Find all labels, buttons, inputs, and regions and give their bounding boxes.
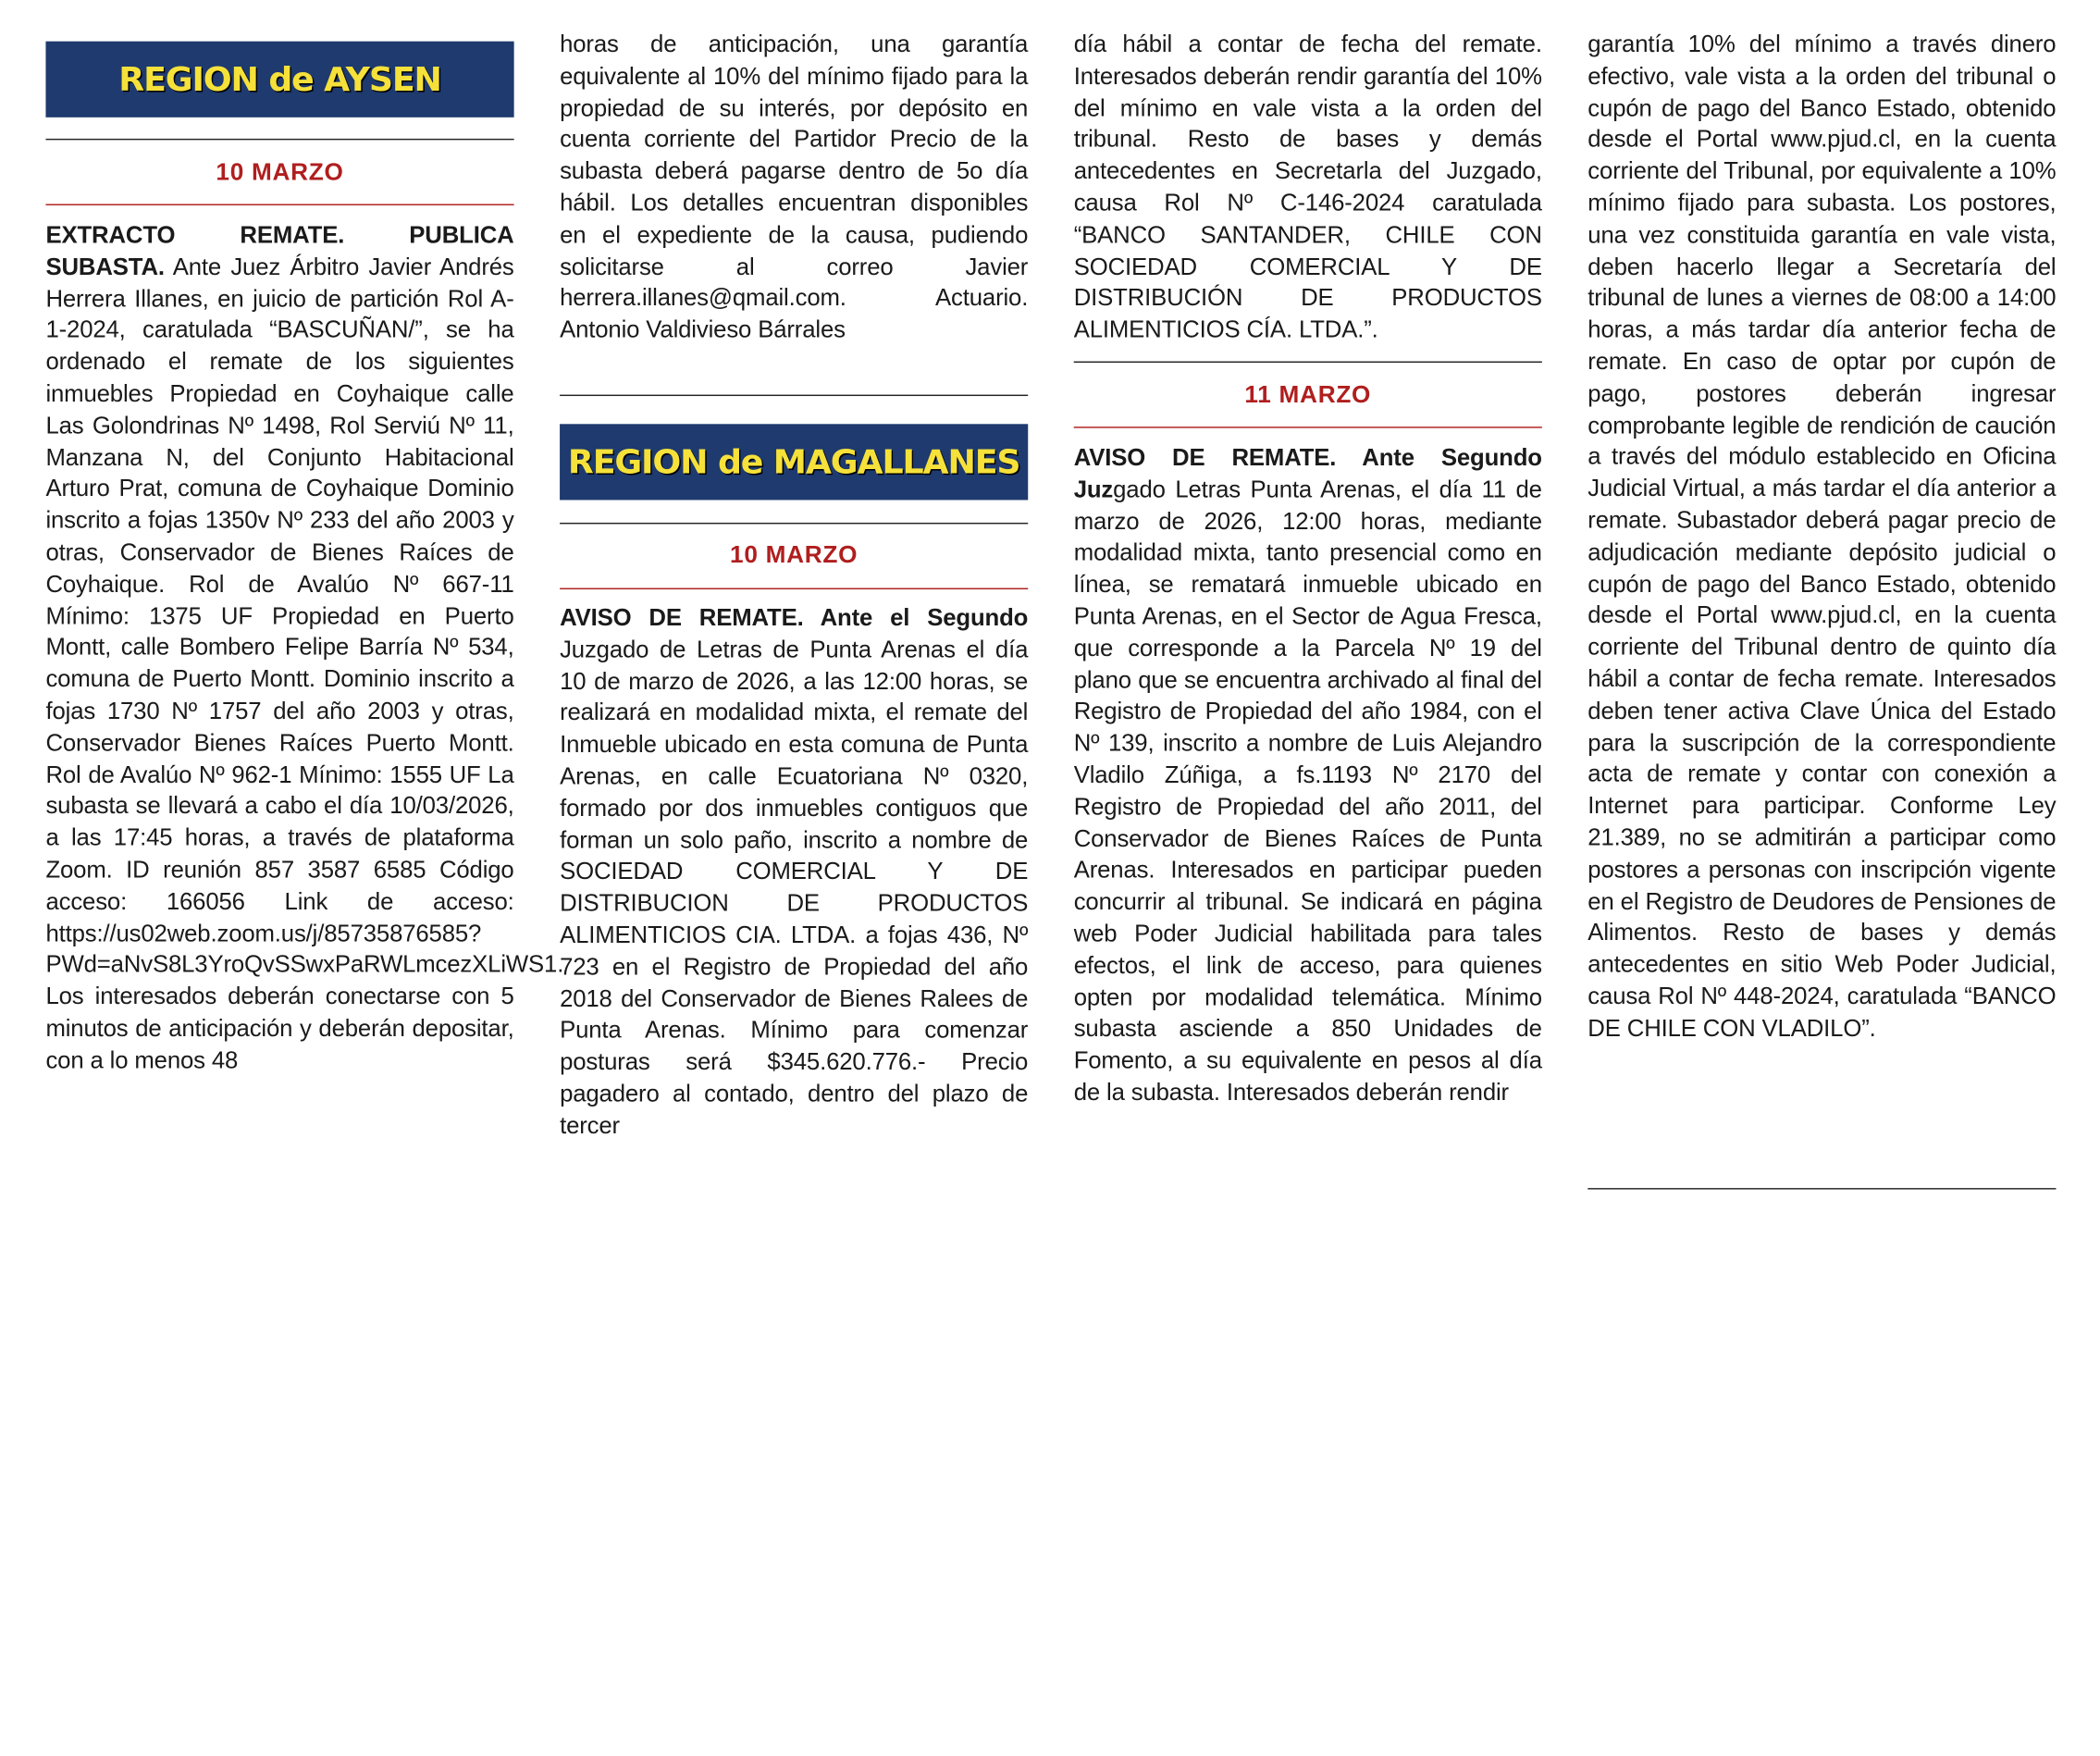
notice-body: Juzgado de Letras de Punta Arenas el día 10 de marzo de 2026, a las 12:00 horas, se realizará en modalidad mixta, el remate del Inmueble ubicado en esta comuna de Punta Arenas, en calle Ecuatoriana Nº 0320, formado por dos inmuebles contiguos que forman un solo paño, inscrito a nombre de SOCIEDAD COMERCIAL Y DE DISTRIBUCION DE PRODUCTOS ALIMENTICIOS CIA. LTDA. a fojas 436, Nº 723 en el Registro de Propiedad del año 2018 del Conservador de Bienes Ralees de Punta Arenas. Mínimo para comenzar posturas será $345.620.776.- Precio pagadero al contado, dentro del plazo de tercer <box>560 636 1029 1139</box>
rule <box>45 204 513 205</box>
rule <box>560 523 1028 524</box>
rule <box>45 139 513 140</box>
aysen-notice <box>45 220 564 1077</box>
region-magallanes-banner <box>560 424 1028 500</box>
notice-body-continued: horas de anticipación, una garantía equivalente al 10% del mínimo fijado para la propiedad de su interés, por depósito en cuenta corriente del Partidor Precio de la subasta deberá pagarse dentro de 5o día hábil. Los detalles encuentran disponibles en el expediente de la causa, pudiendo solicitarse al correo Javier herrera.illanes@qmail.com. Actuario. Antonio Valdivieso Bárrales <box>560 31 1029 343</box>
magallanes-date-1: 10 MARZO <box>730 541 859 568</box>
rule <box>560 395 1028 396</box>
notice-text <box>1074 442 1542 1108</box>
notice-body: Ante Juez Árbitro Javier Andrés Herrera Illanes, en juicio de partición Rol A-1-2024, caratulada “BASCUÑAN/”, se ha ordenado el remate de los siguientes inmuebles Propiedad en Coyhaique calle Las Golondrinas Nº 1498, Rol Serviú Nº 11, Manzana N, del Conjunto Habitacional Arturo Prat, comuna de Coyhaique Dominio inscrito a fojas 1350v Nº 233 del año 2003 y otras, Conservador de Bienes Raíces de Coyhaique. Rol de Avalúo Nº 667-11 Mínimo: 1375 UF Propiedad en Puerto Montt, calle Bombero Felipe Barría Nº 534, comuna de Puerto Montt. Dominio inscrito a fojas 1730 Nº 1757 del año 2003 y otras, Conservador Bienes Raíces Puerto Montt. Rol de Avalúo Nº 962-1 Mínimo: 1555 UF La subasta se llevará a cabo el día 10/03/2026, a las 17:45 horas, a través de plataforma Zoom. ID reunión 857 3587 6585 Código acceso: 166056 Link de acceso: https://us02web.zoom.us/j/85735876585?PWd=aNvS8L3YroQvSSwxPaRWLmcezXLiWS1. Los interesados deberán conectarse con 5 minutos de anticipación y deberán depositar, con a lo menos 48 <box>45 253 564 1073</box>
notice-lead: EXTRACTO REMATE. PUBLICA SUBASTA. <box>45 221 514 280</box>
notice-body-continued: garantía 10% del mínimo a través dinero efectivo, vale vista a la orden del tribunal o cupón de pago del Banco Estado, obtenido desde el Portal www.pjud.cl, en la cuenta corriente del Tribunal, por equivalente a 10% mínimo fijado para subasta. Los postores, una vez constituida garantía en vale vista, deben hacerlo llegar a Secretaría del tribunal de lunes a viernes de 08:00 a 14:00 horas, a más tardar día anterior fecha de remate. En caso de optar por cupón de pago, postores deberán ingresar comprobante legible de rendición de caución a través del módulo establecido en Oficina Judicial Virtual, a más tardar el día anterior a remate. Subastador deberá pagar precio de adjudicación mediante depósito judicial o cupón de pago del Banco Estado, obtenido desde el Portal www.pjud.cl, en la cuenta corriente del Tribunal dentro de quinto día hábil a contar de fecha remate. Interesados deben tener activa Clave Única del Estado para la suscripción de la correspondiente acta de remate y contar con conexión a Internet para participar. Conforme Ley 21.389, no se admitirán a participar como postores a personas con inscripción vigente en el Registro de Deudores de Pensiones de Alimentos. Resto de bases y demás antecedentes en sitio Web Poder Judicial, causa Rol Nº 448-2024, caratulada “BANCO DE CHILE CON VLADILO”. <box>1587 31 2057 1042</box>
rule <box>1587 1188 2056 1189</box>
region-aysen-title: REGION de AYSEN <box>45 42 513 117</box>
notice-lead: AVISO DE REMATE. Ante Segundo Juz <box>1073 443 1542 503</box>
aysen-notice-continued <box>560 30 1028 347</box>
magallanes-date-2: 11 MARZO <box>1244 381 1372 409</box>
notice-body: gado Letras Punta Arenas, el día 11 de marzo de 2026, 12:00 horas, mediante modalidad mixta, tanto presencial como en línea, se rematará inmueble ubicado en Punta Arenas, en el Sector de Agua Fresca, que corresponde a la Parcela Nº 19 del plano que se encuentra archivado al final del Registro de Propiedad del año 1984, con el Nº 139, inscrito a nombre de Luis Alejandro Vladilo Zúñiga, a fs.1193 Nº 2170 del Registro de Propiedad del año 2011, del Conservador de Bienes Raíces de Punta Arenas. Interesados en participar pueden concurrir al tribunal. Se indicará en página web Poder Judicial habilitada para tales efectos, el link de acceso, para quienes opten por modalidad telemática. Mínimo subasta asciende a 850 Unidades de Fomento, a su equivalente en pesos al día de la subasta. Interesados deberán rendir <box>1073 476 1542 1106</box>
region-aysen-banner <box>45 42 513 117</box>
rule <box>1074 362 1542 363</box>
notice-lead: AVISO DE REMATE. Ante el Segundo <box>560 603 1029 631</box>
rule <box>560 588 1028 589</box>
magallanes-notice-2 <box>1074 442 1542 1108</box>
magallanes-notice-1-continued <box>1074 30 1542 347</box>
region-magallanes-title: REGION de MAGALLANES <box>560 424 1028 500</box>
magallanes-notice-2-continued <box>1587 30 2056 1045</box>
notice-body-continued: día hábil a contar de fecha del remate. Interesados deberán rendir garantía del 10% del mínimo en vale vista a la orden del tribunal. Resto de bases y demás antecedentes en Secretarla del Juzgado, causa Rol Nº C-146-2024 caratulada “BANCO SANTANDER, CHILE CON SOCIEDAD COMERCIAL Y DE DISTRIBUCIÓN DE PRODUCTOS ALIMENTICIOS CÍA. LTDA.”. <box>1073 31 1542 343</box>
magallanes-notice-1 <box>560 602 1028 1142</box>
notice-text <box>45 220 564 1077</box>
aysen-date: 10 MARZO <box>216 158 344 186</box>
notice-text <box>560 602 1028 1142</box>
